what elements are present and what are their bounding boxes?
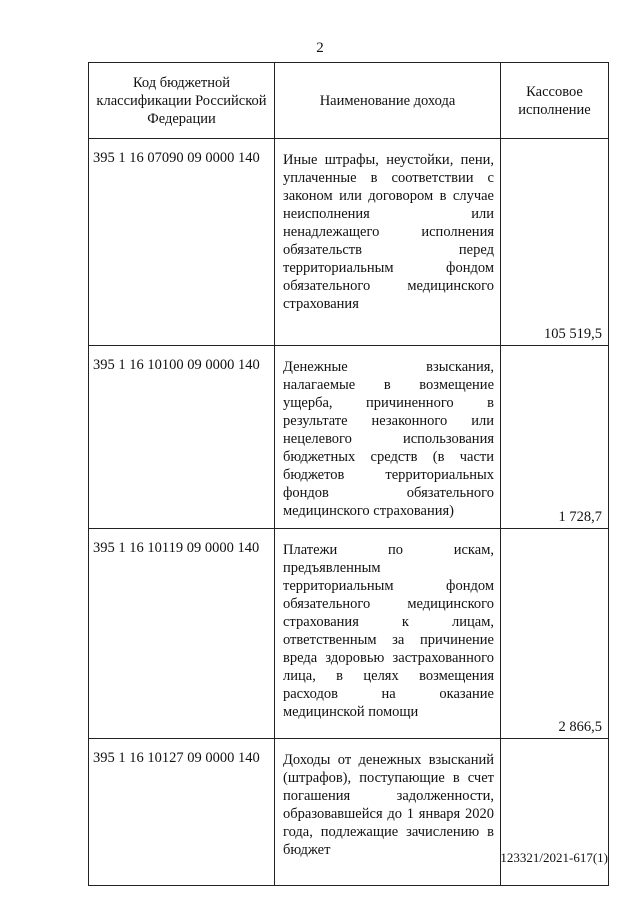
header-code: Код бюджетной классификации Российской Федерации	[89, 63, 275, 139]
row-code: 395 1 16 07090 09 0000 140	[89, 139, 275, 346]
row-amount: 1 728,7	[501, 346, 609, 529]
table-row	[89, 529, 609, 739]
row-amount: 2 866,5	[501, 529, 609, 739]
row-code: 395 1 16 10119 09 0000 140	[89, 529, 275, 739]
header-name: Наименование дохода	[275, 63, 501, 139]
table-header-row	[89, 63, 609, 139]
row-name: Доходы от денежных взысканий (штрафов), поступающие в счет погашения задолженности, образовавшейся до 1 января 2020 года, подлежащие зачислению в бюджет	[275, 739, 501, 886]
row-name: Иные штрафы, неустойки, пени, уплаченные в соответствии с законом или договором в случае неисполнения или ненадлежащего исполнения обязательств перед территориальным фондом обязательного медицинского страхования	[275, 139, 501, 346]
header-amount: Кассовое исполнение	[501, 63, 609, 139]
page-number: 2	[316, 40, 324, 56]
row-name: Платежи по искам, предъявленным территориальным фондом обязательного медицинского страхования к лицам, ответственным за причинение вреда здоровью застрахованного лица, в целях возмещения расходов на оказание медицинской помощи	[275, 529, 501, 739]
revenue-table	[88, 62, 609, 886]
table-row	[89, 139, 609, 346]
document-id: 123321/2021-617(1)	[500, 850, 608, 865]
row-code: 395 1 16 10127 09 0000 140	[89, 739, 275, 886]
row-amount: 105 519,5	[501, 139, 609, 346]
row-code: 395 1 16 10100 09 0000 140	[89, 346, 275, 529]
table-row	[89, 346, 609, 529]
row-name: Денежные взыскания, налагаемые в возмещение ущерба, причиненного в результате незаконного или нецелевого использования бюджетных средств (в части бюджетов территориальных фондов обязательного медицинского страхования)	[275, 346, 501, 529]
